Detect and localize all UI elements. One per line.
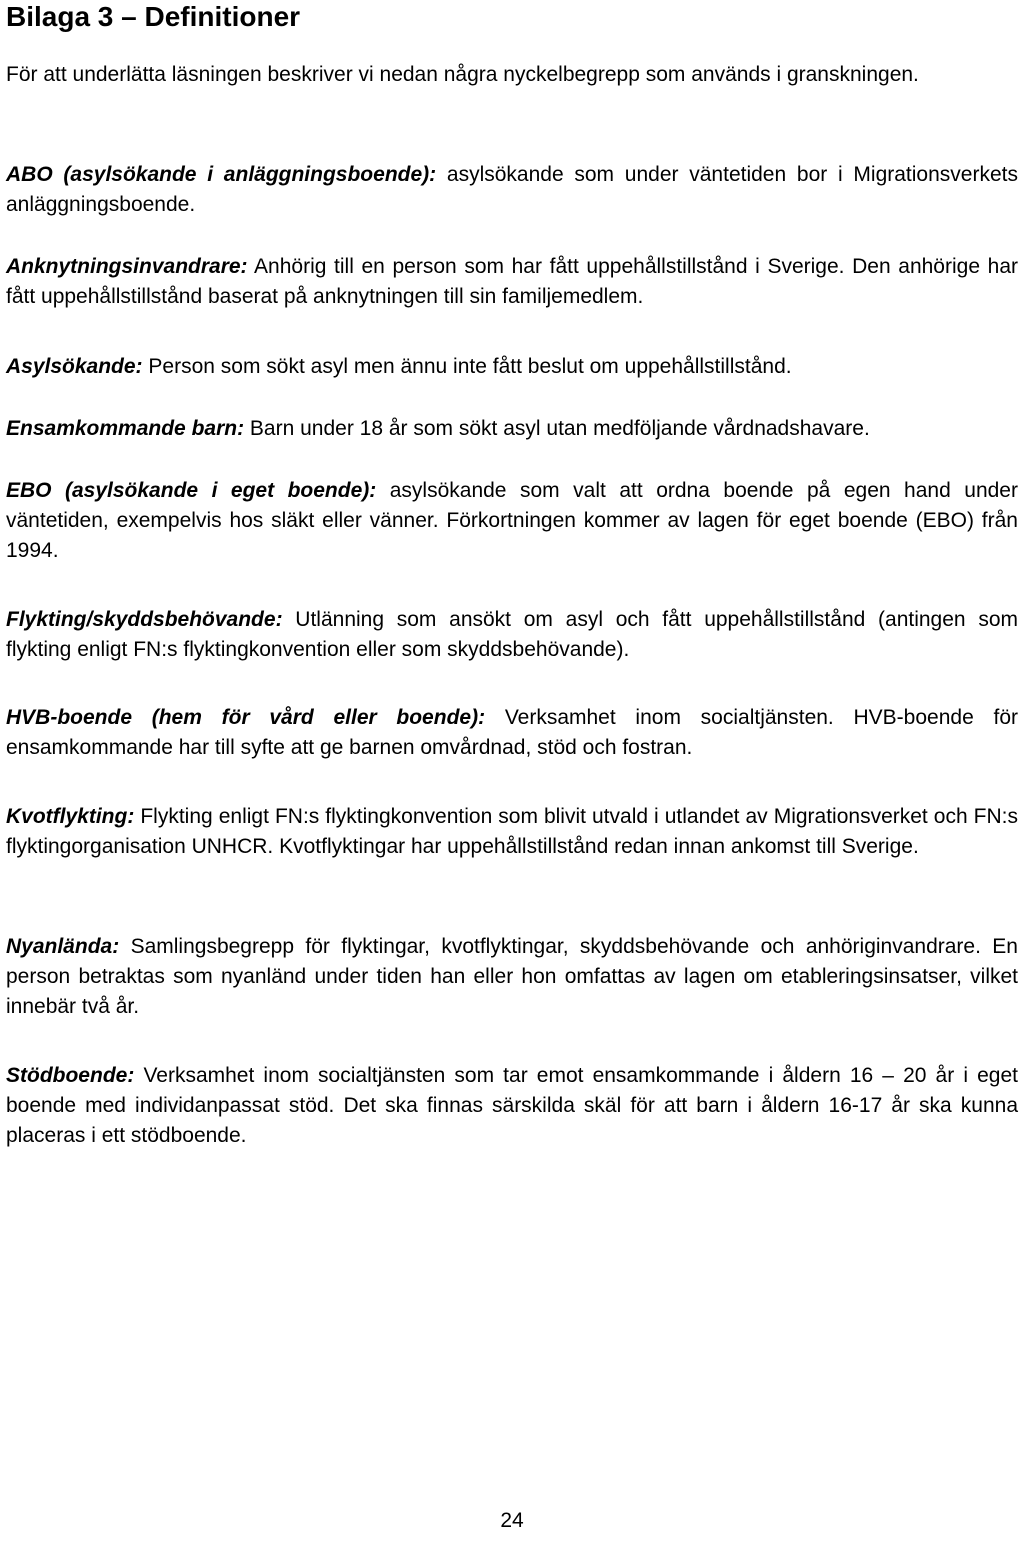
definition-text: Utlänning som ansökt om asyl och fått uppehållstillstånd (antingen som flykting enligt FN:s flyktingkonvention eller som skyddsbehövande). xyxy=(6,608,1018,661)
definition-term: Anknytningsinvandrare: xyxy=(6,255,248,278)
definition-abo xyxy=(6,160,1018,220)
definition-text: Anhörig till en person som har fått uppehållstillstånd i Sverige. Den anhörige har fått uppehållstillstånd baserat på anknytningen till sin familjemedlem. xyxy=(6,255,1018,308)
page-title: Bilaga 3 – Definitioner xyxy=(6,1,301,32)
definition-text: Samlingsbegrepp för flyktingar, kvotflyktingar, skyddsbehövande och anhöriginvandrare. En person betraktas som nyanländ under tiden han eller hon omfattas av lagen om etableringsinsatser, vilket innebär två år. xyxy=(6,935,1018,1018)
page-number: 24 xyxy=(500,1509,524,1532)
definition-hvb-boende xyxy=(6,703,1018,763)
definition-stodboende xyxy=(6,1061,1018,1151)
definition-term: Ensamkommande barn: xyxy=(6,417,245,440)
definition-term: ABO (asylsökande i anläggningsboende): xyxy=(6,163,437,186)
definition-text: Verksamhet inom socialtjänsten som tar emot ensamkommande i åldern 16 – 20 år i eget boende med individanpassat stöd. Det ska finnas särskilda skäl för att barn i åldern 16-17 år ska kunna placeras i ett stödboende. xyxy=(6,1064,1018,1147)
definition-text: Person som sökt asyl men ännu inte fått beslut om uppehållstillstånd. xyxy=(148,355,792,378)
definition-kvotflykting xyxy=(6,802,1018,862)
definition-flykting-skyddsbehovande xyxy=(6,605,1018,665)
definition-ebo xyxy=(6,476,1018,566)
definition-text: Verksamhet inom socialtjänsten. HVB-boende för ensamkommande har till syfte att ge barnen omvårdnad, stöd och fostran. xyxy=(6,706,1018,759)
definition-text: Barn under 18 år som sökt asyl utan medföljande vårdnadshavare. xyxy=(249,417,870,440)
definition-term: EBO (asylsökande i eget boende): xyxy=(6,479,377,502)
definition-term: Nyanlända: xyxy=(6,935,120,958)
definition-term: HVB-boende (hem för vård eller boende): xyxy=(6,706,486,729)
definition-nyanlanda xyxy=(6,932,1018,1022)
definition-text: asylsökande som under väntetiden bor i Migrationsverkets anläggningsboende. xyxy=(6,163,1018,216)
intro-paragraph: För att underlätta läsningen beskriver vi nedan några nyckelbegrepp som används i granskningen. xyxy=(6,63,919,86)
definition-term: Flykting/skyddsbehövande: xyxy=(6,608,283,631)
definition-anknytningsinvandrare xyxy=(6,252,1018,312)
definition-ensamkommande-barn xyxy=(6,414,1018,444)
definition-text: asylsökande som valt att ordna boende på egen hand under väntetiden, exempelvis hos släkt eller vänner. Förkortningen kommer av lagen för eget boende (EBO) från 1994. xyxy=(6,479,1018,562)
definition-term: Asylsökande: xyxy=(6,355,143,378)
definition-asylsokande xyxy=(6,352,1018,382)
definition-term: Kvotflykting: xyxy=(6,805,135,828)
definition-term: Stödboende: xyxy=(6,1064,135,1087)
definition-text: Flykting enligt FN:s flyktingkonvention som blivit utvald i utlandet av Migrationsverket och FN:s flyktingorganisation UNHCR. Kvotflyktingar har uppehållstillstånd redan innan ankomst till Sverige. xyxy=(6,805,1018,858)
